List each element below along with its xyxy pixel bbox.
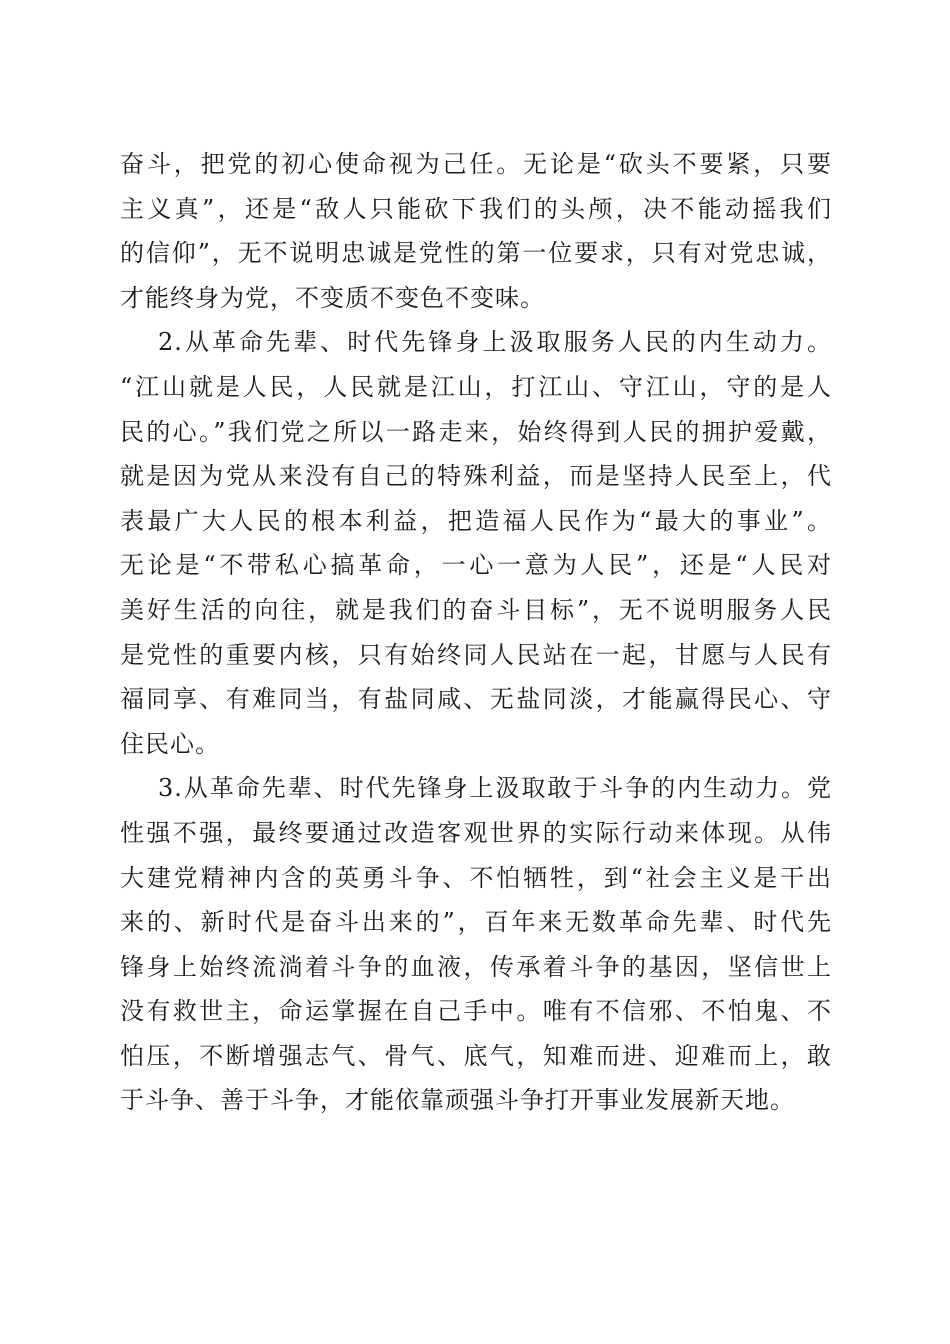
text-line: 民的心。”我们党之所以一路走来，始终得到人民的拥护爱戴，	[120, 417, 832, 446]
text-line: 福同享、有难同当，有盐同咸、无盐同淡，才能赢得民心、守	[120, 685, 832, 714]
text-line: 就是因为党从来没有自己的特殊利益，而是坚持人民至上，代	[120, 462, 832, 491]
text-line: 怕压，不断增强志气、骨气、底气，知难而进、迎难而上，敢	[120, 1041, 832, 1070]
text-line: 是党性的重要内核，只有始终同人民站在一起，甘愿与人民有	[120, 640, 832, 669]
text-line: 来的、新时代是奋斗出来的”，百年来无数革命先辈、时代先	[120, 908, 832, 937]
text-line: 奋斗，把党的初心使命视为己任。无论是“砍头不要紧，只要	[120, 150, 832, 178]
text-line: 没有救世主，命运掌握在自己手中。唯有不信邪、不怕鬼、不	[120, 997, 832, 1026]
text-line: 锋身上始终流淌着斗争的血液，传承着斗争的基因，坚信世上	[120, 952, 832, 981]
text-line: 的信仰”，无不说明忠诚是党性的第一位要求，只有对党忠诚，	[120, 239, 832, 268]
text-line: 美好生活的向往，就是我们的奋斗目标”，无不说明服务人民	[120, 595, 832, 624]
text-line: 性强不强，最终要通过改造客观世界的实际行动来体现。从伟	[120, 818, 832, 847]
text-line: 主义真”，还是“敌人只能砍下我们的头颅，决不能动摇我们	[120, 194, 832, 223]
text-line: 大建党精神内含的英勇斗争、不怕牺牲，到“社会主义是干出	[120, 863, 832, 892]
paragraph-heading-2: 2.从革命先辈、时代先锋身上汲取服务人民的内生动力。	[158, 328, 832, 357]
text-line: 无论是“不带私心搞革命，一心一意为人民”，还是“人民对	[120, 551, 832, 580]
text-line: “江山就是人民，人民就是江山，打江山、守江山，守的是人	[120, 372, 832, 401]
text-line: 住民心。	[120, 729, 220, 758]
body-text	[120, 142, 832, 1123]
paragraph-heading-3: 3.从革命先辈、时代先锋身上汲取敢于斗争的内生动力。党	[158, 774, 832, 803]
text-line: 表最广大人民的根本利益，把造福人民作为“最大的事业”。	[120, 506, 832, 535]
text-line: 才能终身为党，不变质不变色不变味。	[120, 283, 545, 312]
text-line: 于斗争、善于斗争，才能依靠顽强斗争打开事业发展新天地。	[120, 1086, 795, 1115]
